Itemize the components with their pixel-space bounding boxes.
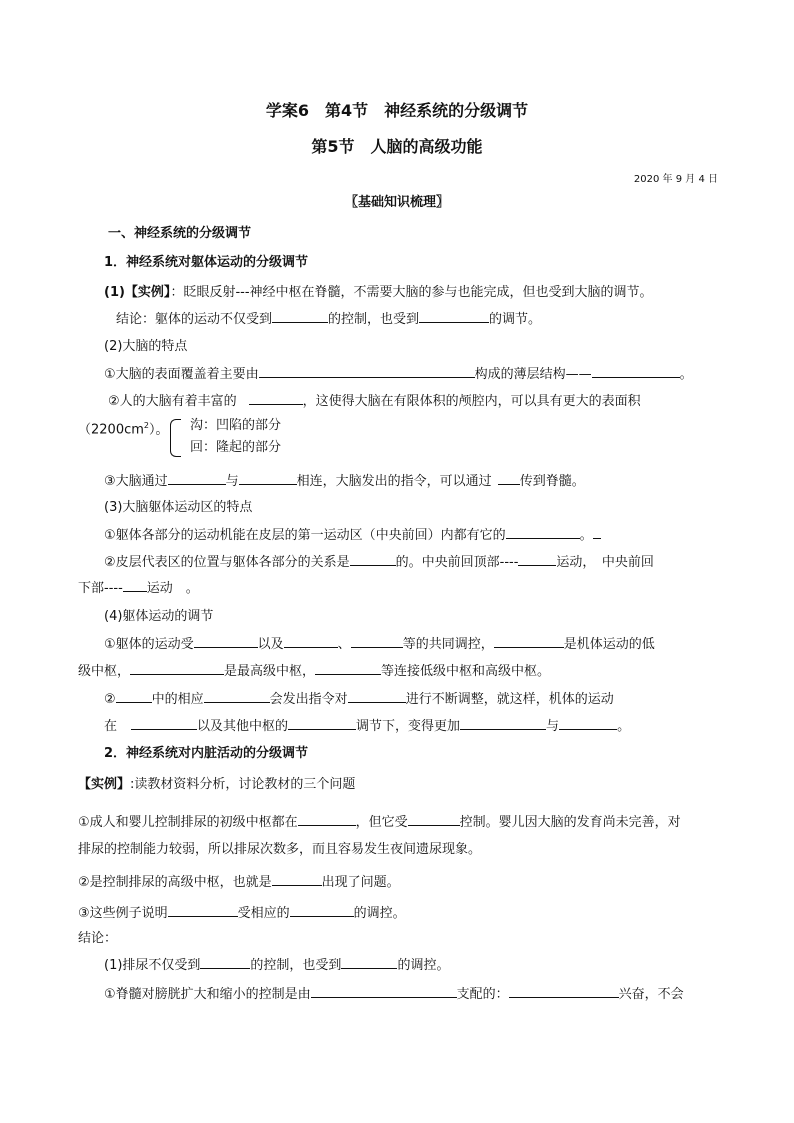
- surface-area-line: $(2200cm^2)$。: [78, 421, 169, 438]
- section-heading: 〖基础知识梳理〗: [344, 195, 449, 210]
- question-3-line: ③这些例子说明 受相应的 的调控。: [78, 903, 406, 924]
- subsection-heading-1: 1．神经系统对躯体运动的分级调节: [104, 255, 309, 270]
- brain-connection-line: ③大脑通过 与 相连，大脑发出的指令，可以通过 传到脊髓。: [104, 471, 585, 492]
- example-line: (1)【实例】：眨眼反射---神经中枢在脊髓，不需要大脑的参与也能完成，但也受到大脑的调节。: [104, 285, 653, 300]
- gyri-line: ②人的大脑有着丰富的 ，这使得大脑在有限体积的颅腔内，可以具有更大的表面积: [108, 391, 641, 412]
- motor-area-line-3: 下部---- 运动 。: [78, 578, 199, 599]
- regulation-heading: (4)躯体运动的调节: [104, 609, 214, 624]
- sulcus-text: 沟：凹陷的部分: [190, 418, 282, 433]
- conclusion-label: 结论：: [78, 931, 118, 946]
- regulation-line-4: 在 以及其他中枢的 调节下，变得更加 与 。: [104, 716, 630, 737]
- regulation-line-2: 级中枢， 是最高级中枢， 等连接低级中枢和高级中枢。: [78, 661, 550, 682]
- conclusion-line: 结论：躯体的运动不仅受到 的控制，也受到 的调节。: [116, 309, 541, 330]
- date: 2020 年 9 月 4 日: [633, 174, 718, 185]
- motor-area-heading: (3)大脑躯体运动区的特点: [104, 500, 253, 515]
- brace: [170, 419, 181, 457]
- title-line-2: 第5节 人脑的高级功能: [311, 137, 483, 156]
- cortex-line: ①大脑的表面覆盖着主要由 构成的薄层结构—— 。: [104, 364, 693, 385]
- part-heading: 一、神经系统的分级调节: [108, 226, 252, 241]
- gyrus-text: 回：隆起的部分: [190, 440, 282, 455]
- regulation-line-1: ①躯体的运动受 以及 、 等的共同调控， 是机体运动的低: [104, 634, 655, 655]
- point-2-line: ①脊髓对膀胱扩大和缩小的控制是由 支配的： 兴奋，不会: [104, 984, 684, 1005]
- regulation-line-3: ② 中的相应 会发出指令对 进行不断调整，就这样，机体的运动: [104, 689, 614, 710]
- title-line-1: 学案6 第4节 神经系统的分级调节: [265, 101, 529, 120]
- example-2-line: 【实例】:读教材资料分析，讨论教材的三个问题: [78, 777, 356, 792]
- motor-area-line-1: ①躯体各部分的运动机能在皮层的第一运动区（中央前回）内都有它的 。: [104, 525, 601, 546]
- brain-features-heading: (2)大脑的特点: [104, 339, 188, 354]
- motor-area-line-2: ②皮层代表区的位置与躯体各部分的关系是 的。中央前回顶部---- 运动， 中央前回: [104, 552, 654, 573]
- question-1-line: ①成人和婴儿控制排尿的初级中枢都在 ，但它受 控制。婴儿因大脑的发育尚未完善，对: [78, 812, 681, 833]
- subsection-heading-2: 2．神经系统对内脏活动的分级调节: [104, 746, 309, 761]
- question-2-line: ②是控制排尿的高级中枢，也就是 出现了问题。: [78, 872, 400, 893]
- question-1-cont: 排尿的控制能力较弱，所以排尿次数多，而且容易发生夜间遗尿现象。: [78, 842, 482, 857]
- point-1-line: (1)排尿不仅受到 的控制，也受到 的调控。: [104, 955, 449, 976]
